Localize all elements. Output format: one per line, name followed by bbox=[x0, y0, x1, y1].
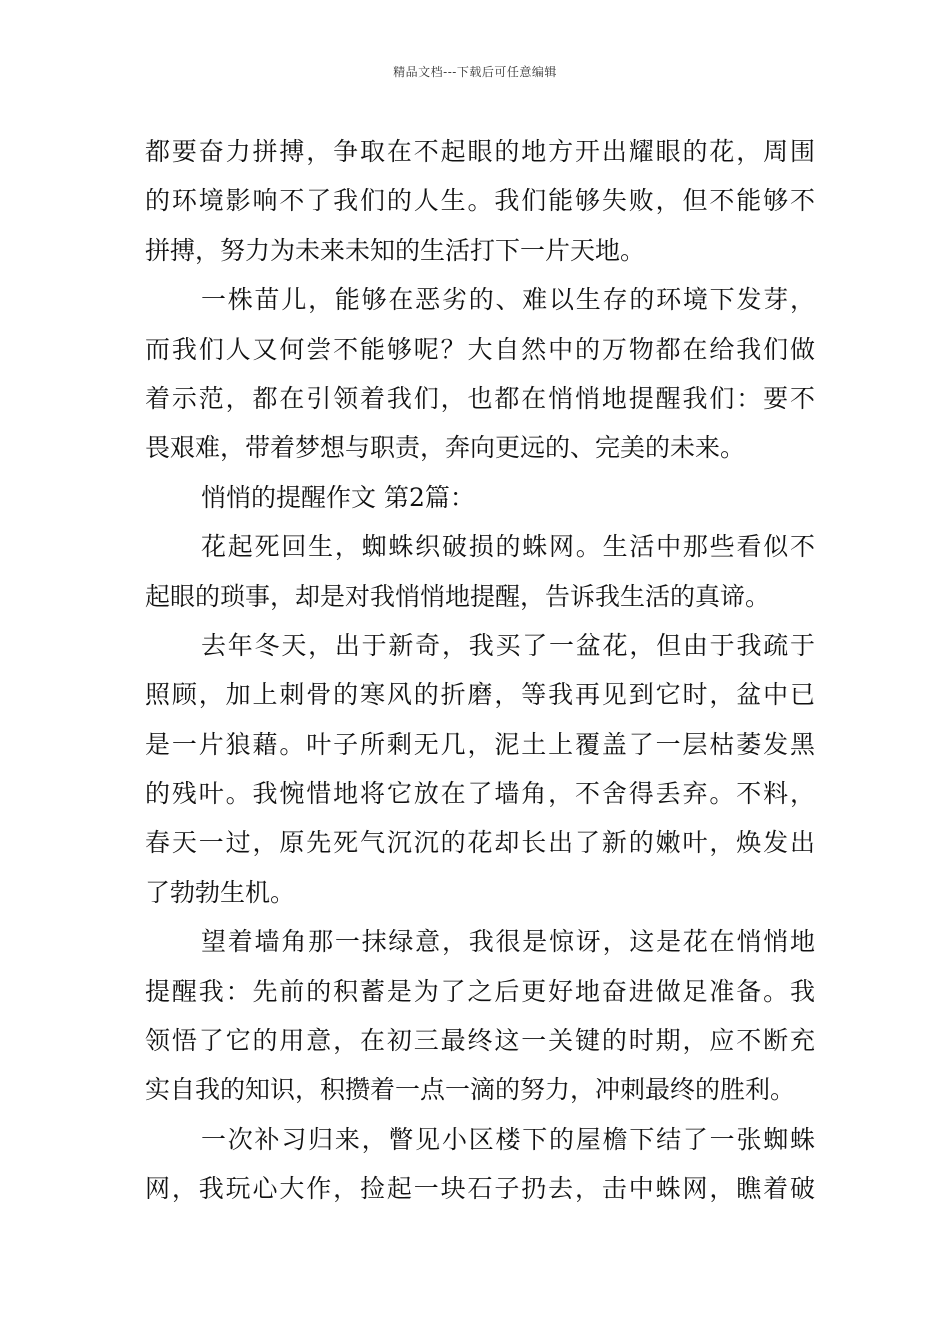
text-line: 春天一过，原先死气沉沉的花却长出了新的嫩叶，焕发出 bbox=[145, 828, 815, 858]
text-line: 都要奋力拼搏，争取在不起眼的地方开出耀眼的花，周围 bbox=[145, 137, 815, 166]
text-line: 网，我玩心大作，捡起一块石子扔去，击中蛛网，瞧着破 bbox=[145, 1174, 815, 1204]
text-line: 着示范，都在引领着我们，也都在悄悄地提醒我们：要不 bbox=[145, 383, 815, 413]
text-line: 畏艰难，带着梦想与职责，奔向更远的、完美的未来。 bbox=[145, 433, 746, 463]
text-line: 拼搏，努力为未来未知的生活打下一片天地。 bbox=[145, 235, 646, 265]
text-line: 领悟了它的用意，在初三最终这一关键的时期，应不断充 bbox=[145, 1026, 815, 1056]
text-line: 实自我的知识，积攒着一点一滴的努力，冲刺最终的胜利。 bbox=[145, 1075, 796, 1105]
text-line: 的残叶。我惋惜地将它放在了墙角，不舍得丢弃。不料， bbox=[145, 779, 815, 809]
text-line: 提醒我：先前的积蓄是为了之后更好地奋进做足准备。我 bbox=[145, 976, 815, 1006]
text-line: 一次补习归来，瞥见小区楼下的屋檐下结了一张蜘蛛 bbox=[201, 1124, 815, 1154]
page-header: 精品文档---下载后可任意编辑 bbox=[393, 65, 557, 79]
text-line: 起眼的琐事，却是对我悄悄地提醒，告诉我生活的真谛。 bbox=[145, 581, 771, 611]
text-line: 花起死回生，蜘蛛织破损的蛛网。生活中那些看似不 bbox=[201, 532, 815, 562]
text-line: 照顾，加上刺骨的寒风的折磨，等我再见到它时，盆中已 bbox=[145, 680, 815, 710]
text-line: 一株苗儿，能够在恶劣的、难以生存的环境下发芽， bbox=[201, 285, 815, 315]
document-body bbox=[145, 127, 815, 1214]
text-line: 去年冬天，出于新奇，我买了一盆花，但由于我疏于 bbox=[201, 630, 815, 660]
text-line: 而我们人又何尝不能够呢？大自然中的万物都在给我们做 bbox=[145, 334, 815, 364]
text-line: 了勃勃生机。 bbox=[145, 877, 296, 907]
text-line: 是一片狼藉。叶子所剩无几，泥土上覆盖了一层枯萎发黑 bbox=[145, 729, 815, 759]
text-line: 悄悄的提醒作文 第2篇： bbox=[201, 482, 475, 512]
text-line: 的环境影响不了我们的人生。我们能够失败，但不能够不 bbox=[145, 186, 815, 216]
text-line: 望着墙角那一抹绿意，我很是惊讶，这是花在悄悄地 bbox=[201, 927, 815, 957]
